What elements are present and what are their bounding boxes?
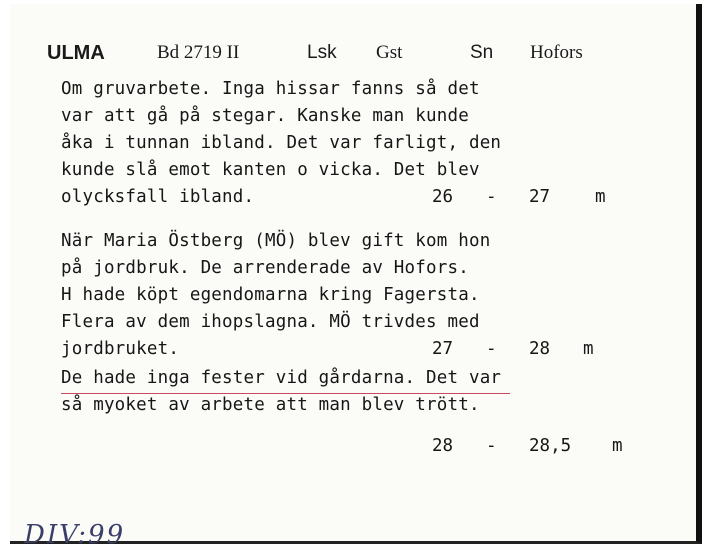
text-line: jordbruket.: [61, 339, 180, 359]
page-dash: -: [486, 436, 497, 456]
province-label: Lsk: [307, 42, 337, 63]
page-to: 28,5: [529, 436, 572, 456]
volume-number: Bd 2719 II: [157, 42, 240, 63]
province-value: Gst: [376, 42, 403, 63]
text-line: Flera av dem ihopslagna. MÖ trivdes med: [61, 312, 480, 332]
page-unit: m: [612, 436, 623, 456]
text-line: på jordbruk. De arrenderade av Hofors.: [61, 258, 469, 278]
page-from: 27: [432, 339, 454, 359]
page-unit: m: [595, 187, 606, 207]
page-from: 28: [432, 436, 454, 456]
page-from: 26: [432, 187, 454, 207]
text-line: så myoket av arbete att man blev trött.: [61, 395, 480, 415]
page-to: 28: [529, 339, 551, 359]
text-line: När Maria Östberg (MÖ) blev gift kom hon: [61, 231, 491, 251]
page-unit: m: [583, 339, 594, 359]
text-line: De hade inga fester vid gårdarna. Det var: [61, 368, 502, 388]
text-line: åka i tunnan ibland. Det var farligt, den: [61, 133, 502, 153]
archive-name: ULMA: [47, 42, 105, 64]
page-to: 27: [529, 187, 551, 207]
text-line: Om gruvarbete. Inga hissar fanns så det: [61, 79, 480, 99]
page-dash: -: [486, 187, 497, 207]
parish-value: Hofors: [530, 42, 583, 63]
text-line: H hade köpt egendomarna kring Fagersta.: [61, 285, 480, 305]
page-dash: -: [486, 339, 497, 359]
parish-label: Sn: [470, 42, 494, 63]
text-line: kunde slå emot kanten o vicka. Det blev: [61, 160, 480, 180]
text-line: var att gå på stegar. Kanske man kunde: [61, 106, 469, 126]
text-line: olycksfall ibland.: [61, 187, 255, 207]
archive-stamp: DIV:99: [24, 520, 126, 550]
red-underline: [61, 393, 510, 394]
